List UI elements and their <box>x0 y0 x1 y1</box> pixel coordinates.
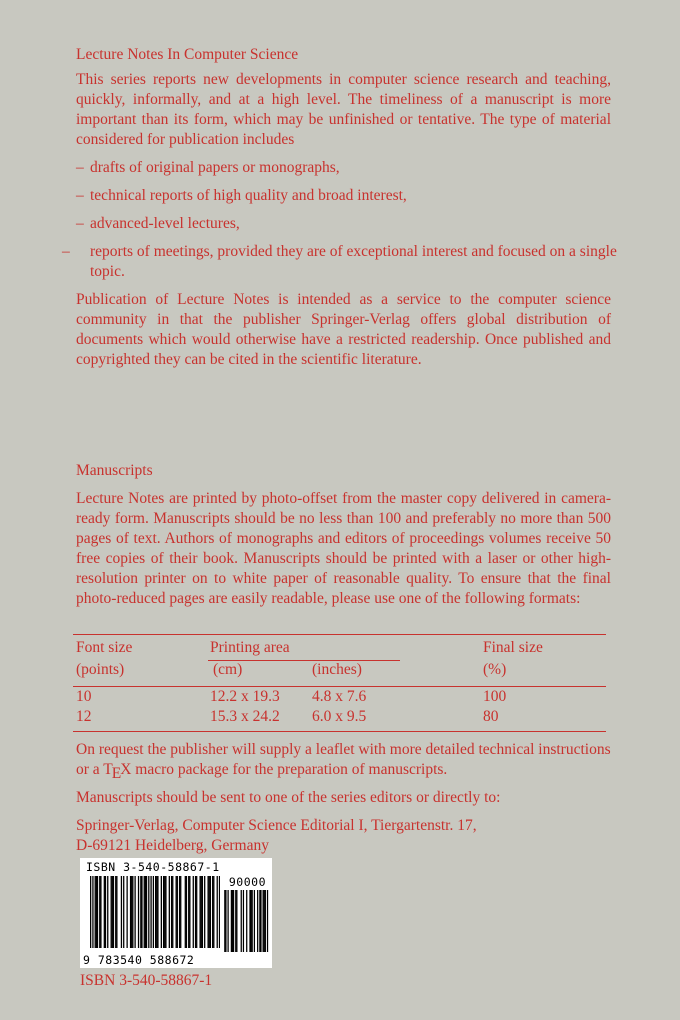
barcode-bar <box>155 876 156 948</box>
barcode-bar <box>201 876 202 948</box>
list-item-text: technical reports of high quality and broad interest, <box>90 187 407 204</box>
publisher-address <box>76 816 616 856</box>
barcode-bar <box>90 876 91 948</box>
dash-glyph: – <box>76 159 84 176</box>
barcode-bar <box>130 876 131 948</box>
barcode-bar <box>150 876 151 948</box>
table-header-printing-area: Printing area <box>210 639 290 656</box>
isbn-label: ISBN 3-540-58867-1 <box>80 972 213 989</box>
barcode-addon-bar <box>250 890 251 952</box>
barcode-bar <box>176 876 177 948</box>
table-cell-final: 80 <box>483 708 499 725</box>
barcode-bar <box>141 876 142 948</box>
dash-glyph: – <box>76 187 84 204</box>
tex-t: T <box>103 761 113 778</box>
barcode-addon-bar <box>252 890 253 952</box>
barcode-bar <box>169 876 170 948</box>
publication-paragraph: Publication of Lecture Notes is intended as a service to the computer science community in that the publisher Springer-Verlag offers global distribution of documents which would otherwise have a restricted readership. Once published and copyrighted they can be cited in the scientific literature. <box>76 291 611 368</box>
barcode-bar <box>140 876 141 948</box>
barcode-bar <box>96 876 97 948</box>
barcode-bar <box>146 876 147 948</box>
barcode-addon-bar <box>257 890 258 952</box>
barcode-bar <box>121 876 122 948</box>
barcode-bar <box>112 876 113 948</box>
list-item <box>76 158 616 178</box>
barcode-bar <box>95 876 96 948</box>
leaflet-text-after: macro package for the preparation of manuscripts. <box>131 761 448 778</box>
barcode-bar <box>134 876 135 948</box>
barcode-bar <box>100 876 101 948</box>
barcode-bar <box>186 876 187 948</box>
barcode-bar <box>185 876 186 948</box>
barcode-bar <box>113 876 114 948</box>
tex-x: X <box>120 761 132 778</box>
tex-logo <box>103 761 132 782</box>
barcode-addon-bar <box>260 890 261 952</box>
barcode-addon-bar <box>224 890 225 952</box>
table-cell-font: 10 <box>76 688 92 705</box>
table-bottom-rule <box>73 731 606 732</box>
barcode-addon-bar <box>254 890 255 952</box>
barcode-bar <box>210 876 211 948</box>
manuscripts-paragraph: Lecture Notes are printed by photo-offset from the master copy delivered in camera-ready form. Manuscripts should be no less than 100 and preferably no more than 500 pages of text. Authors of monographs and editors of proceedings volumes receive 50 free copies of their book. Manuscripts should be printed with a laser or other high-resolution printer on to white paper of reasonable quality. To ensure that the final photo-reduced pages are easily readable, please use one of the following formats: <box>76 490 611 607</box>
barcode-bar <box>180 876 181 948</box>
barcode-addon-bar <box>249 890 250 952</box>
table-header-percent: (%) <box>483 661 507 678</box>
barcode-bar <box>144 876 145 948</box>
barcode-bar <box>172 876 173 948</box>
barcode-bar <box>138 876 139 948</box>
barcode-addon-bar <box>264 890 265 952</box>
barcode-addon-bar <box>233 890 234 952</box>
barcode-addon-bar <box>243 890 244 952</box>
barcode-bar <box>105 876 106 948</box>
barcode-bar <box>188 876 189 948</box>
series-title: Lecture Notes In Computer Science <box>76 46 299 63</box>
barcode-bar <box>104 876 105 948</box>
barcode-bar <box>145 876 146 948</box>
barcode-bar <box>195 876 196 948</box>
barcode-bar <box>153 876 154 948</box>
barcode-bar <box>161 876 162 948</box>
barcode-bar <box>131 876 132 948</box>
table-header-inches: (inches) <box>312 661 362 678</box>
table-cell-inches: 4.8 x 7.6 <box>312 688 367 705</box>
isbn-barcode <box>80 858 272 968</box>
barcode-bar <box>97 876 98 948</box>
dash-glyph: – <box>62 243 70 260</box>
dash-glyph: – <box>76 215 84 232</box>
table-cell-font: 12 <box>76 708 92 725</box>
barcode-addon-bar <box>227 890 228 952</box>
barcode-addon-bar <box>259 890 260 952</box>
table-header-cm: (cm) <box>213 661 243 678</box>
barcode-addon-bar <box>265 890 266 952</box>
list-item-text: drafts of original papers or monographs, <box>90 159 340 176</box>
table-header-points: (points) <box>76 661 125 678</box>
barcode-bar <box>107 876 108 948</box>
leaflet-text-before: On request the publisher will supply a leaflet with more detailed technical instructions or a <box>76 741 611 778</box>
barcode-bar <box>199 876 200 948</box>
barcode-ean-number: 9 783540 588672 <box>83 953 195 967</box>
barcode-addon-bar <box>235 890 236 952</box>
address-line-1: Springer-Verlag, Computer Science Editorial I, Tiergartenstr. 17, <box>76 817 477 834</box>
barcode-bar <box>92 876 93 948</box>
barcode-addon-bar <box>246 890 247 952</box>
barcode-bar <box>165 876 166 948</box>
barcode-bar <box>212 876 213 948</box>
list-item <box>62 242 620 282</box>
barcode-bar <box>204 876 205 948</box>
barcode-bar <box>193 876 194 948</box>
barcode-addon-bar <box>267 890 268 952</box>
barcode-bar <box>217 876 218 948</box>
barcode-bar <box>179 876 180 948</box>
barcode-bar <box>156 876 157 948</box>
barcode-bar <box>126 876 127 948</box>
barcode-bar <box>164 876 165 948</box>
barcode-bar <box>116 876 117 948</box>
barcode-bar <box>163 876 164 948</box>
barcode-isbn-text: ISBN 3-540-58867-1 <box>86 860 220 874</box>
list-item <box>76 214 616 234</box>
table-top-rule <box>73 634 606 635</box>
barcode-bar <box>209 876 210 948</box>
table-header-final-size: Final size <box>483 639 543 656</box>
list-item-text: advanced-level lectures, <box>90 215 240 232</box>
barcode-addon-bar <box>241 890 242 952</box>
barcode-bar <box>177 876 178 948</box>
barcode-addon-bar <box>263 890 264 952</box>
barcode-bar <box>115 876 116 948</box>
barcode-bar <box>202 876 203 948</box>
barcode-addon-number: 90000 <box>228 875 266 889</box>
barcode-addon-bars <box>220 890 270 952</box>
list-item-text: reports of meetings, provided they are of exceptional interest and focused on a single topic. <box>90 243 617 280</box>
barcode-bars <box>90 876 220 948</box>
tex-e: E <box>111 765 122 782</box>
table-cell-cm: 15.3 x 24.2 <box>210 708 280 725</box>
table-cell-final: 100 <box>483 688 507 705</box>
barcode-bar <box>196 876 197 948</box>
address-line-2: D-69121 Heidelberg, Germany <box>76 837 269 854</box>
barcode-addon-bar <box>236 890 237 952</box>
barcode-bar <box>111 876 112 948</box>
barcode-bar <box>123 876 124 948</box>
intro-paragraph: This series reports new developments in computer science research and teaching, quickly, informally, and at a high level. The timeliness of a manuscript is more important than its form, which may be unfinished or tentative. The type of material considered for publication includes <box>76 71 611 148</box>
barcode-bar <box>99 876 100 948</box>
barcode-bar <box>132 876 133 948</box>
barcode-bar <box>207 876 208 948</box>
barcode-addon-bar <box>232 890 233 952</box>
table-header-rule <box>73 686 606 687</box>
leaflet-paragraph <box>76 740 611 780</box>
barcode-bar <box>213 876 214 948</box>
table-header-font-size: Font size <box>76 639 133 656</box>
table-cell-inches: 6.0 x 9.5 <box>312 708 367 725</box>
barcode-bar <box>157 876 158 948</box>
barcode-bar <box>189 876 190 948</box>
barcode-addon-bar <box>231 890 232 952</box>
list-item <box>76 186 616 206</box>
submission-note: Manuscripts should be sent to one of the series editors or directly to: <box>76 789 501 806</box>
manuscripts-heading: Manuscripts <box>76 462 153 479</box>
table-cell-cm: 12.2 x 19.3 <box>210 688 280 705</box>
barcode-bar <box>148 876 149 948</box>
barcode-addon-bar <box>225 890 226 952</box>
barcode-bar <box>171 876 172 948</box>
